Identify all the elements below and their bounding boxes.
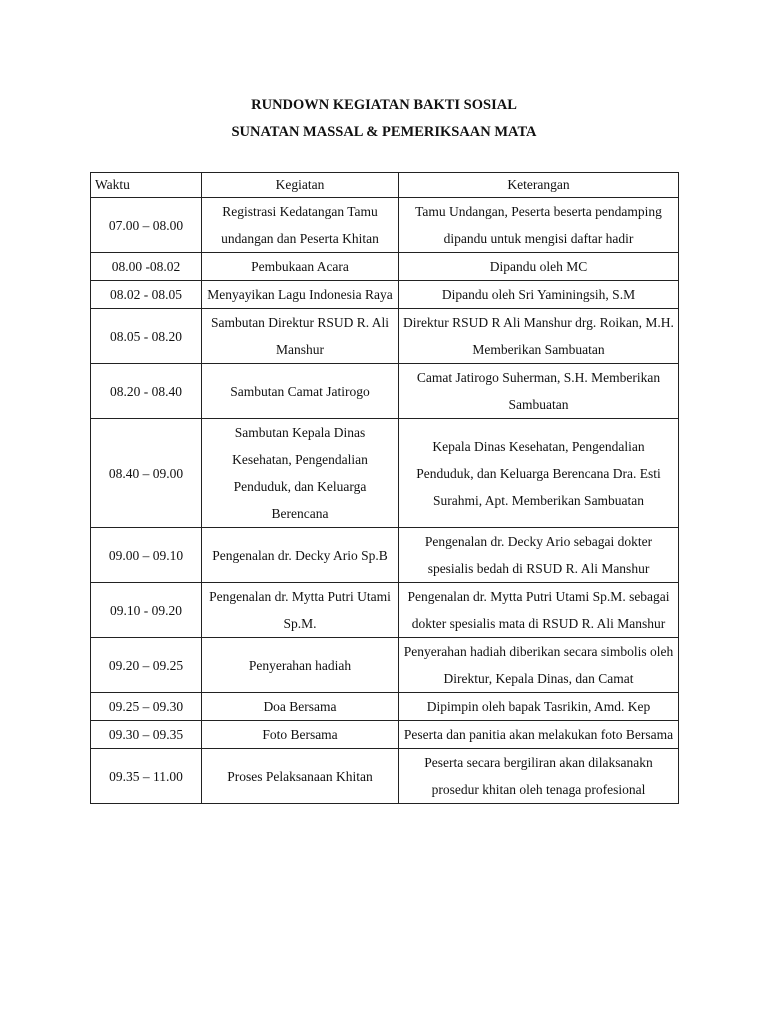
table-row [91, 364, 679, 419]
cell-waktu: 09.00 – 09.10 [91, 528, 202, 583]
cell-waktu: 08.05 - 08.20 [91, 309, 202, 364]
title-line-2: SUNATAN MASSAL & PEMERIKSAAN MATA [231, 124, 537, 140]
cell-kegiatan: Doa Bersama [202, 693, 399, 721]
cell-waktu: 09.30 – 09.35 [91, 721, 202, 749]
cell-waktu: 08.00 -08.02 [91, 253, 202, 281]
cell-kegiatan: Menyayikan Lagu Indonesia Raya [202, 281, 399, 309]
cell-waktu: 09.10 - 09.20 [91, 583, 202, 638]
cell-kegiatan: Registrasi Kedatangan Tamu undangan dan Peserta Khitan [202, 198, 399, 253]
cell-keterangan: Tamu Undangan, Peserta beserta pendamping dipandu untuk mengisi daftar hadir [399, 198, 679, 253]
cell-waktu: 08.40 – 09.00 [91, 419, 202, 528]
rundown-table [90, 172, 679, 804]
cell-keterangan: Kepala Dinas Kesehatan, Pengendalian Penduduk, dan Keluarga Berencana Dra. Esti Surahmi, Apt. Memberikan Sambuatan [399, 419, 679, 528]
cell-kegiatan: Foto Bersama [202, 721, 399, 749]
cell-kegiatan: Penyerahan hadiah [202, 638, 399, 693]
document-title [0, 92, 768, 146]
cell-kegiatan: Pengenalan dr. Decky Ario Sp.B [202, 528, 399, 583]
header-keterangan: Keterangan [399, 173, 679, 198]
table-row [91, 583, 679, 638]
cell-keterangan: Peserta dan panitia akan melakukan foto Bersama [399, 721, 679, 749]
cell-kegiatan: Sambutan Direktur RSUD R. Ali Manshur [202, 309, 399, 364]
table-row [91, 281, 679, 309]
table-row [91, 309, 679, 364]
cell-kegiatan: Pembukaan Acara [202, 253, 399, 281]
cell-kegiatan: Pengenalan dr. Mytta Putri Utami Sp.M. [202, 583, 399, 638]
cell-keterangan: Dipandu oleh Sri Yaminingsih, S.M [399, 281, 679, 309]
table-row [91, 198, 679, 253]
cell-kegiatan: Sambutan Kepala Dinas Kesehatan, Pengendalian Penduduk, dan Keluarga Berencana [202, 419, 399, 528]
table-row [91, 638, 679, 693]
header-kegiatan: Kegiatan [202, 173, 399, 198]
cell-keterangan: Peserta secara bergiliran akan dilaksanakn prosedur khitan oleh tenaga profesional [399, 749, 679, 804]
cell-waktu: 08.20 - 08.40 [91, 364, 202, 419]
cell-keterangan: Dipimpin oleh bapak Tasrikin, Amd. Kep [399, 693, 679, 721]
cell-waktu: 09.25 – 09.30 [91, 693, 202, 721]
table-row [91, 419, 679, 528]
cell-keterangan: Pengenalan dr. Mytta Putri Utami Sp.M. sebagai dokter spesialis mata di RSUD R. Ali Manshur [399, 583, 679, 638]
cell-keterangan: Camat Jatirogo Suherman, S.H. Memberikan Sambuatan [399, 364, 679, 419]
table-header-row [91, 173, 679, 198]
table-row [91, 528, 679, 583]
cell-kegiatan: Sambutan Camat Jatirogo [202, 364, 399, 419]
header-waktu: Waktu [91, 173, 202, 198]
cell-keterangan: Penyerahan hadiah diberikan secara simbolis oleh Direktur, Kepala Dinas, dan Camat [399, 638, 679, 693]
cell-kegiatan: Proses Pelaksanaan Khitan [202, 749, 399, 804]
cell-keterangan: Pengenalan dr. Decky Ario sebagai dokter spesialis bedah di RSUD R. Ali Manshur [399, 528, 679, 583]
table-row [91, 721, 679, 749]
table-row [91, 253, 679, 281]
cell-keterangan: Dipandu oleh MC [399, 253, 679, 281]
cell-waktu: 08.02 - 08.05 [91, 281, 202, 309]
title-line-1: RUNDOWN KEGIATAN BAKTI SOSIAL [251, 97, 517, 113]
cell-waktu: 09.20 – 09.25 [91, 638, 202, 693]
cell-waktu: 09.35 – 11.00 [91, 749, 202, 804]
table-row [91, 749, 679, 804]
table-row [91, 693, 679, 721]
cell-waktu: 07.00 – 08.00 [91, 198, 202, 253]
cell-keterangan: Direktur RSUD R Ali Manshur drg. Roikan, M.H. Memberikan Sambuatan [399, 309, 679, 364]
